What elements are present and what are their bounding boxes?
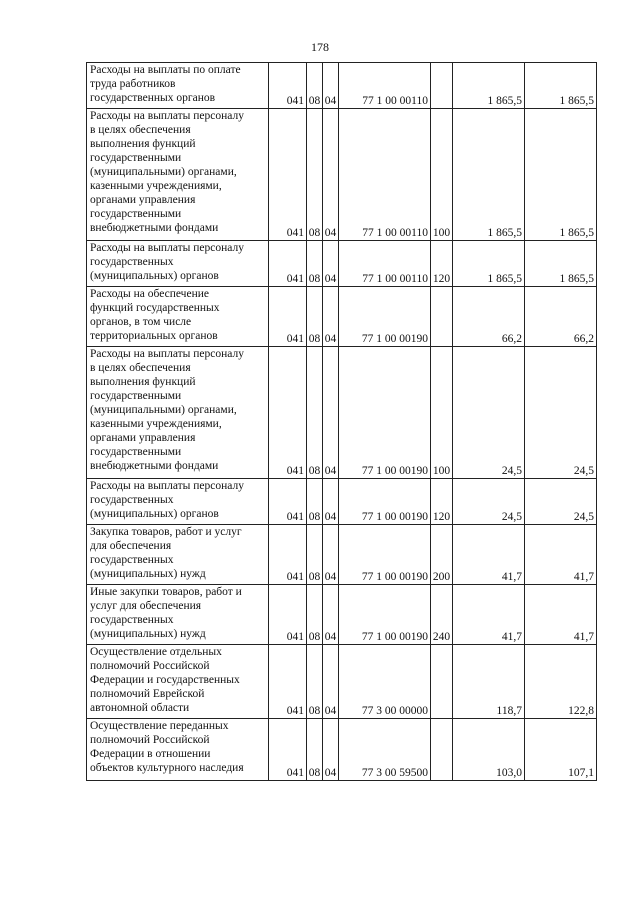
table-row: [87, 109, 597, 241]
expense-type-code: 200: [431, 525, 453, 585]
table-row: [87, 63, 597, 109]
table-row: [87, 525, 597, 585]
expense-type-code: [431, 645, 453, 719]
amount-year-2: 1 865,5: [525, 109, 597, 241]
admin-code: 041: [269, 585, 307, 645]
admin-code: 041: [269, 719, 307, 781]
expense-type-code: 100: [431, 347, 453, 479]
amount-year-2: 24,5: [525, 479, 597, 525]
amount-year-2: 107,1: [525, 719, 597, 781]
table-row: [87, 479, 597, 525]
admin-code: 041: [269, 287, 307, 347]
subsection-code: 04: [323, 525, 339, 585]
subsection-code: 04: [323, 479, 339, 525]
target-article-code: 77 3 00 00000: [339, 645, 431, 719]
amount-year-1: 24,5: [453, 347, 525, 479]
table-row: [87, 347, 597, 479]
subsection-code: 04: [323, 585, 339, 645]
target-article-code: 77 1 00 00110: [339, 241, 431, 287]
budget-table: [86, 62, 597, 781]
expense-type-code: 120: [431, 479, 453, 525]
section-code: 08: [307, 109, 323, 241]
subsection-code: 04: [323, 63, 339, 109]
section-code: 08: [307, 719, 323, 781]
section-code: 08: [307, 241, 323, 287]
amount-year-1: 41,7: [453, 525, 525, 585]
row-name: Расходы на выплаты персоналу в целях обеспечения выполнения функций государственными (муниципальными) органами, казенными учреждениями, органами управления государственными внебюджетными фондами: [87, 109, 269, 241]
amount-year-1: 1 865,5: [453, 241, 525, 287]
amount-year-2: 41,7: [525, 525, 597, 585]
section-code: 08: [307, 63, 323, 109]
amount-year-2: 1 865,5: [525, 63, 597, 109]
subsection-code: 04: [323, 287, 339, 347]
row-name: Осуществление отдельных полномочий Российской Федерации и государственных полномочий Еврейской автономной области: [87, 645, 269, 719]
subsection-code: 04: [323, 719, 339, 781]
expense-type-code: [431, 63, 453, 109]
section-code: 08: [307, 347, 323, 479]
section-code: 08: [307, 585, 323, 645]
amount-year-2: 66,2: [525, 287, 597, 347]
subsection-code: 04: [323, 645, 339, 719]
row-name: Осуществление переданных полномочий Российской Федерации в отношении объектов культурного наследия: [87, 719, 269, 781]
amount-year-1: 66,2: [453, 287, 525, 347]
expense-type-code: 120: [431, 241, 453, 287]
section-code: 08: [307, 645, 323, 719]
subsection-code: 04: [323, 347, 339, 479]
amount-year-1: 118,7: [453, 645, 525, 719]
target-article-code: 77 1 00 00190: [339, 585, 431, 645]
amount-year-1: 1 865,5: [453, 63, 525, 109]
expense-type-code: 240: [431, 585, 453, 645]
target-article-code: 77 3 00 59500: [339, 719, 431, 781]
table-row: [87, 645, 597, 719]
expense-type-code: [431, 719, 453, 781]
amount-year-1: 1 865,5: [453, 109, 525, 241]
target-article-code: 77 1 00 00110: [339, 63, 431, 109]
expense-type-code: 100: [431, 109, 453, 241]
amount-year-2: 41,7: [525, 585, 597, 645]
page-number: 178: [311, 40, 329, 54]
admin-code: 041: [269, 479, 307, 525]
row-name: Закупка товаров, работ и услуг для обеспечения государственных (муниципальных) нужд: [87, 525, 269, 585]
subsection-code: 04: [323, 109, 339, 241]
amount-year-2: 122,8: [525, 645, 597, 719]
section-code: 08: [307, 287, 323, 347]
target-article-code: 77 1 00 00190: [339, 347, 431, 479]
section-code: 08: [307, 479, 323, 525]
amount-year-2: 1 865,5: [525, 241, 597, 287]
admin-code: 041: [269, 525, 307, 585]
amount-year-1: 24,5: [453, 479, 525, 525]
target-article-code: 77 1 00 00190: [339, 525, 431, 585]
admin-code: 041: [269, 645, 307, 719]
table-row: [87, 585, 597, 645]
row-name: Расходы на выплаты персоналу в целях обеспечения выполнения функций государственными (муниципальными) органами, казенными учреждениями, органами управления государственными внебюджетными фондами: [87, 347, 269, 479]
table-row: [87, 287, 597, 347]
target-article-code: 77 1 00 00190: [339, 287, 431, 347]
admin-code: 041: [269, 241, 307, 287]
table-row: [87, 719, 597, 781]
amount-year-1: 41,7: [453, 585, 525, 645]
expense-type-code: [431, 287, 453, 347]
section-code: 08: [307, 525, 323, 585]
admin-code: 041: [269, 109, 307, 241]
row-name: Расходы на выплаты персоналу государственных (муниципальных) органов: [87, 241, 269, 287]
row-name: Расходы на выплаты по оплате труда работников государственных органов: [87, 63, 269, 109]
admin-code: 041: [269, 347, 307, 479]
subsection-code: 04: [323, 241, 339, 287]
row-name: Расходы на выплаты персоналу государственных (муниципальных) органов: [87, 479, 269, 525]
amount-year-2: 24,5: [525, 347, 597, 479]
admin-code: 041: [269, 63, 307, 109]
amount-year-1: 103,0: [453, 719, 525, 781]
table-body: [87, 63, 597, 781]
table-row: [87, 241, 597, 287]
target-article-code: 77 1 00 00110: [339, 109, 431, 241]
target-article-code: 77 1 00 00190: [339, 479, 431, 525]
row-name: Расходы на обеспечение функций государственных органов, в том числе территориальных органов: [87, 287, 269, 347]
row-name: Иные закупки товаров, работ и услуг для обеспечения государственных (муниципальных) нужд: [87, 585, 269, 645]
